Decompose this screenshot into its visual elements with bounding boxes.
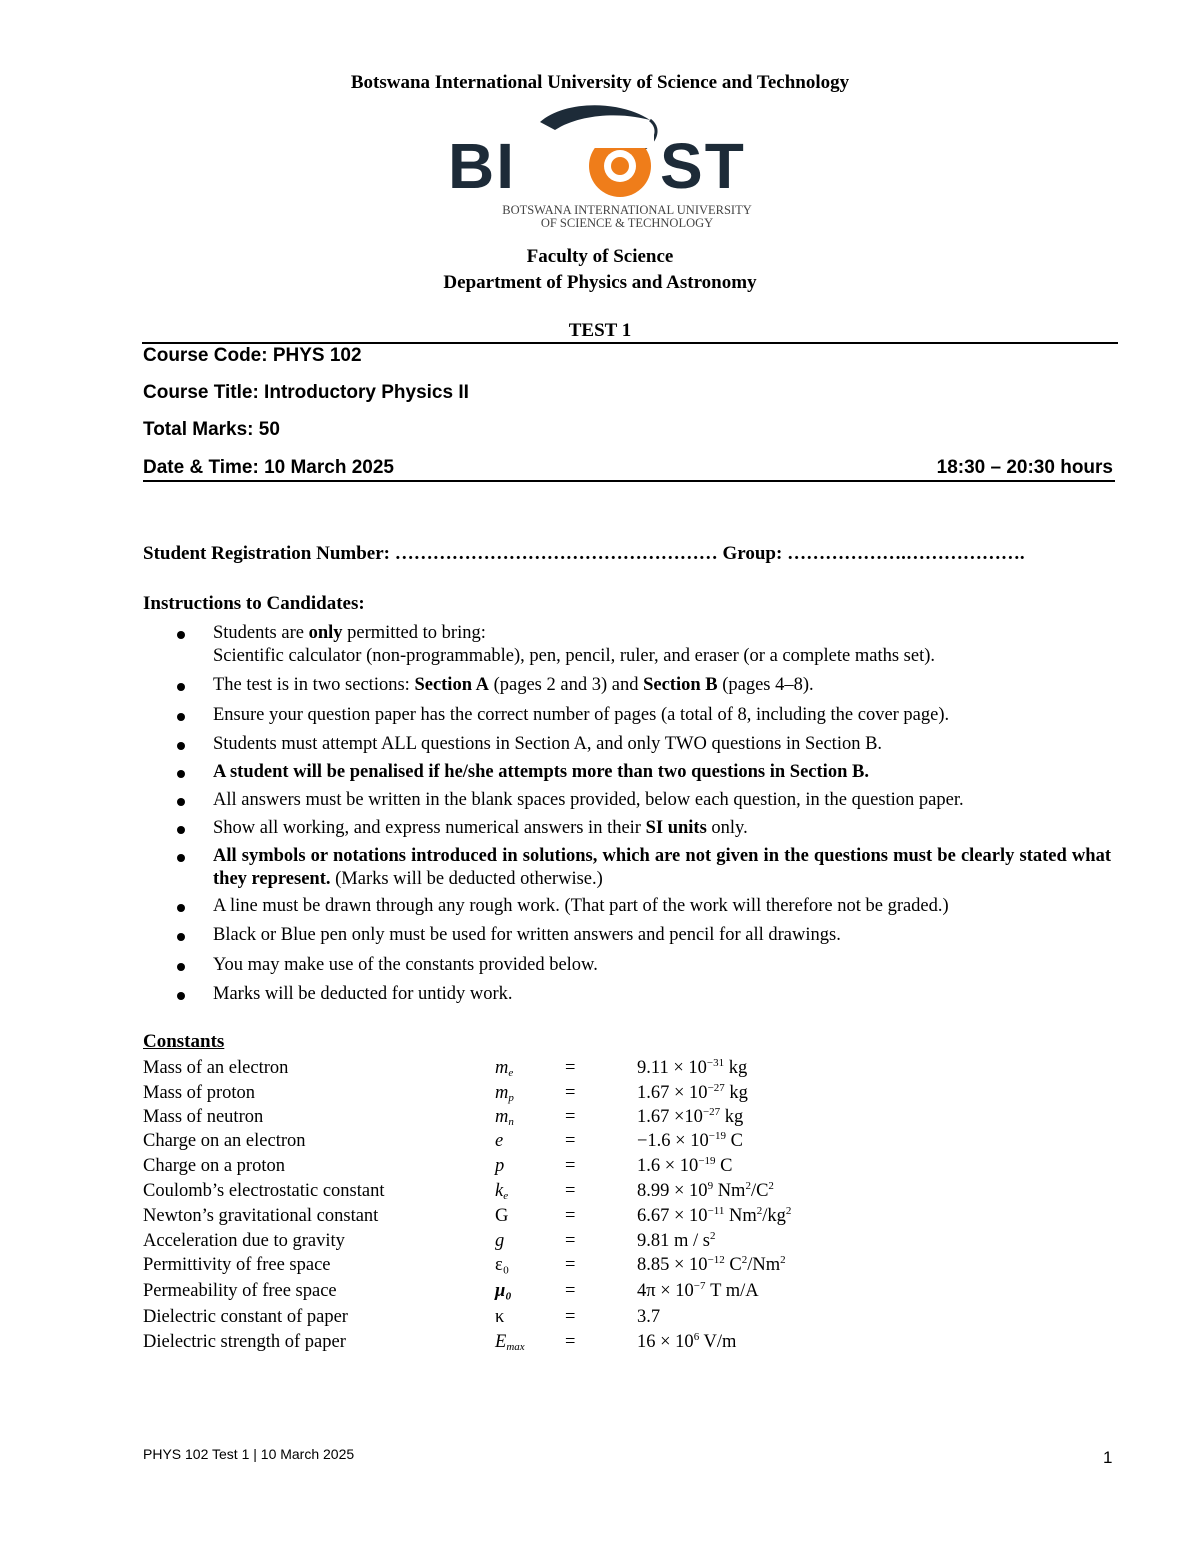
constant-row: Mass of proton $m_p$ = $1.67 \times 10^{-27}$ kg <box>143 1082 748 1104</box>
constant-row: Dielectric strength of paper $E_{max}$ = $16 \times 10^6$ V/m <box>143 1331 737 1353</box>
faculty-block <box>0 244 1200 296</box>
exam-time: 18:30 – 20:30 hours <box>936 457 1113 478</box>
course-title: Course Title: Introductory Physics II <box>143 382 469 403</box>
total-marks: Total Marks: 50 <box>143 419 280 440</box>
bullet-icon <box>177 770 185 778</box>
bullet-icon <box>177 742 185 750</box>
constant-row: Coulomb’s electrostatic constant $k_e$ = $8.99 \times 10^9$ $Nm^2/C^2$ <box>143 1180 774 1202</box>
instruction-item: A line must be drawn through any rough work. (That part of the work will therefore not be graded.) <box>213 895 1111 918</box>
constant-row: Charge on an electron e = $-1.6 \times 10^{-19}$ C <box>143 1130 743 1151</box>
bullet-icon <box>177 631 185 639</box>
bullet-icon <box>177 798 185 806</box>
bullet-icon <box>177 992 185 1000</box>
department-name: Department of Physics and Astronomy <box>443 272 757 293</box>
exam-date: Date & Time: 10 March 2025 <box>143 457 394 478</box>
instruction-item: All answers must be written in the blank spaces provided, below each question, in the question paper. <box>213 789 1111 812</box>
bullet-icon <box>177 904 185 912</box>
constant-row: Mass of an electron $m_e$ = $9.11 \times 10^{-31}$ kg <box>143 1057 748 1079</box>
bullet-icon <box>177 713 185 721</box>
instructions-heading: Instructions to Candidates: <box>143 593 365 614</box>
constant-row: Dielectric constant of paper κ = 3.7 <box>143 1307 661 1327</box>
bullet-icon <box>177 854 185 862</box>
constant-row: Permittivity of free space ε₀ = $8.85 \times 10^{-12}$ $C^2/Nm^2$ <box>143 1254 786 1275</box>
instruction-item: A student will be penalised if he/she attempts more than two questions in Section B. <box>213 761 1111 784</box>
bullet-icon <box>177 826 185 834</box>
instruction-item: Ensure your question paper has the correct number of pages (a total of 8, including the cover page). <box>213 704 1111 727</box>
constants-heading: Constants <box>143 1031 225 1052</box>
constant-row: Newton’s gravitational constant G = $6.67 \times 10^{-11}$ $Nm^2/kg^2$ <box>143 1205 792 1226</box>
svg-text:BI: BI <box>448 130 516 202</box>
logo-swoosh <box>540 105 650 130</box>
page-number: 1 <box>1103 1448 1113 1467</box>
constant-row: Acceleration due to gravity g = 9.81 m / $s^2$ <box>143 1230 716 1251</box>
header-rule <box>142 342 1118 344</box>
bullet-icon <box>177 683 185 691</box>
instruction-item: All symbols or notations introduced in solutions, which are not given in the questions must be clearly stated what they represent. (Marks will be deducted otherwise.) <box>213 845 1111 891</box>
bullet-icon <box>177 933 185 941</box>
instruction-item: Students are only permitted to bring: Scientific calculator (non-programmable), pen, pencil, ruler, and eraser (or a complete maths set). <box>213 622 1111 668</box>
constant-row: Permeability of free space μ₀ = $4\pi \times 10^{-7}$ T m/A <box>143 1280 759 1301</box>
test-title: TEST 1 <box>568 320 632 341</box>
biust-logo <box>445 100 810 235</box>
instruction-item: You may make use of the constants provided below. <box>213 954 1111 977</box>
bullet-icon <box>177 963 185 971</box>
logo-caption-2: OF SCIENCE & TECHNOLOGY <box>540 216 714 230</box>
instruction-item: Students must attempt ALL questions in Section A, and only TWO questions in Section B. <box>213 733 1111 756</box>
logo-gear-icon <box>586 134 654 197</box>
constant-row: Charge on a proton p = $1.6 \times 10^{-19}$ C <box>143 1155 733 1176</box>
instruction-item: The test is in two sections: Section A (pages 2 and 3) and Section B (pages 4–8). <box>213 674 1111 697</box>
logo-caption-1: BOTSWANA INTERNATIONAL UNIVERSITY <box>502 203 752 217</box>
instruction-item: Black or Blue pen only must be used for written answers and pencil for all drawings. <box>213 924 1111 947</box>
constant-row: Mass of neutron $m_n$ = $1.67 \times 10^{-27}$ kg <box>143 1106 744 1128</box>
instruction-item: Show all working, and express numerical answers in their SI units only. <box>213 817 1111 840</box>
date-time-row <box>143 457 1115 482</box>
student-registration-line: Student Registration Number: …………………………………………… Group: ……………….………………. <box>143 543 1025 564</box>
course-code: Course Code: PHYS 102 <box>143 345 362 366</box>
page-footer: PHYS 102 Test 1 | 10 March 2025 <box>143 1446 355 1462</box>
instruction-item: Marks will be deducted for untidy work. <box>213 983 1111 1006</box>
university-name: Botswana International University of Science and Technology <box>350 72 850 93</box>
faculty-name: Faculty of Science <box>526 246 674 267</box>
svg-text:ST: ST <box>660 130 746 202</box>
